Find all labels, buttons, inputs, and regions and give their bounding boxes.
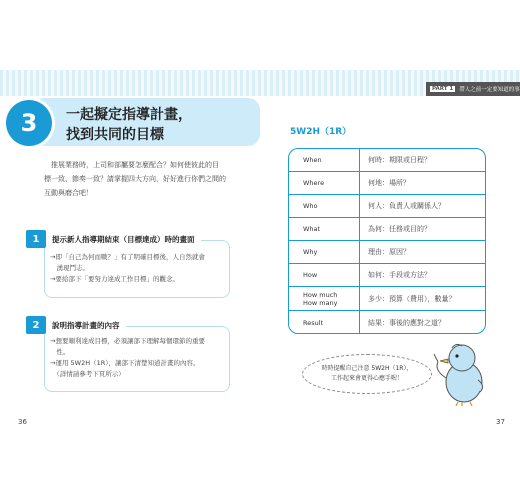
row-key: When	[303, 156, 322, 164]
page-title-line2: 找到共同的目標	[66, 127, 164, 143]
intro-paragraph	[44, 158, 244, 200]
table-row	[289, 287, 485, 311]
page-number-right: 37	[496, 418, 505, 426]
speech-bubble	[302, 354, 432, 394]
row-value: 何人：負責人或關係人？	[359, 195, 485, 217]
row-value: 理由：原因？	[359, 241, 485, 263]
part-tag	[426, 82, 520, 96]
section-header-1	[26, 230, 201, 248]
bubble-line: 時時提醒自己注意 5W2H（1R），	[321, 365, 413, 372]
part-title: 帶人之前一定要知道的事	[459, 87, 520, 93]
bullet-line: →即「自己為何而戰？」有了明確目標後，人自然就會	[50, 253, 205, 261]
row-key: How much How many	[303, 290, 338, 307]
table-row	[289, 195, 485, 218]
table-row	[289, 172, 485, 195]
table-row	[289, 264, 485, 287]
section-title: 說明指導計畫的內容	[46, 320, 126, 331]
bubble-line: 工作起來會更得心應手喔！	[330, 375, 403, 382]
bullet-line: →要給部下「要努力達成工作目標」的觀念。	[50, 275, 179, 283]
bullet-line: →想要順利達成目標，必須讓部下理解每個環節的重要	[50, 337, 205, 345]
intro-line: 標一致、節奏一致？請掌握四大方向，好好進行你們之間的	[44, 175, 226, 183]
table-row	[289, 241, 485, 264]
section-bullets-2	[50, 336, 222, 380]
page-number-left: 36	[18, 418, 27, 426]
bird-mascot-icon	[432, 340, 492, 406]
bullet-line: 湧現鬥志。	[50, 264, 89, 272]
row-value: 多少：預算（費用），數量？	[359, 287, 485, 310]
part-label: PART 1	[432, 86, 454, 92]
table-row	[289, 218, 485, 241]
row-value: 何時：期限或日程？	[359, 149, 485, 171]
section-title: 提示新人指導期結束（目標達成）時的畫面	[46, 234, 201, 245]
bullet-line: （詳情請參考下頁所示）	[50, 370, 125, 378]
section-number-badge: 3	[6, 100, 52, 146]
section-bullets-1	[50, 252, 222, 285]
section-header-2	[26, 316, 126, 334]
section-number: 2	[26, 316, 46, 334]
row-key: What	[303, 225, 321, 233]
table-row	[289, 149, 485, 172]
table-title: 5W2H（1R）	[290, 127, 352, 137]
row-key: Who	[303, 202, 318, 210]
intro-line: 互動與磨合吧！	[44, 189, 93, 197]
table-row	[289, 311, 485, 334]
intro-line: 推展業務時，上司和部屬要怎麼配合？如何使彼此的目	[51, 161, 219, 169]
row-value: 何地：場所？	[359, 172, 485, 194]
row-value: 如何：手段或方法？	[359, 264, 485, 286]
row-value: 為何：任務或目的？	[359, 218, 485, 240]
page-title-line1: 一起擬定指導計畫，	[66, 107, 192, 123]
row-key: How	[303, 271, 318, 279]
row-key: Result	[303, 318, 324, 327]
bullet-line: →運用 5W2H（1R），讓部下清楚知道計畫的內容。	[50, 359, 200, 367]
section-number: 1	[26, 230, 46, 248]
row-value: 結果：事後的應對之道？	[359, 311, 485, 334]
5w2h-table	[288, 148, 486, 334]
row-key: Why	[303, 248, 318, 256]
bullet-line: 性。	[50, 348, 70, 356]
row-key: Where	[303, 179, 325, 187]
